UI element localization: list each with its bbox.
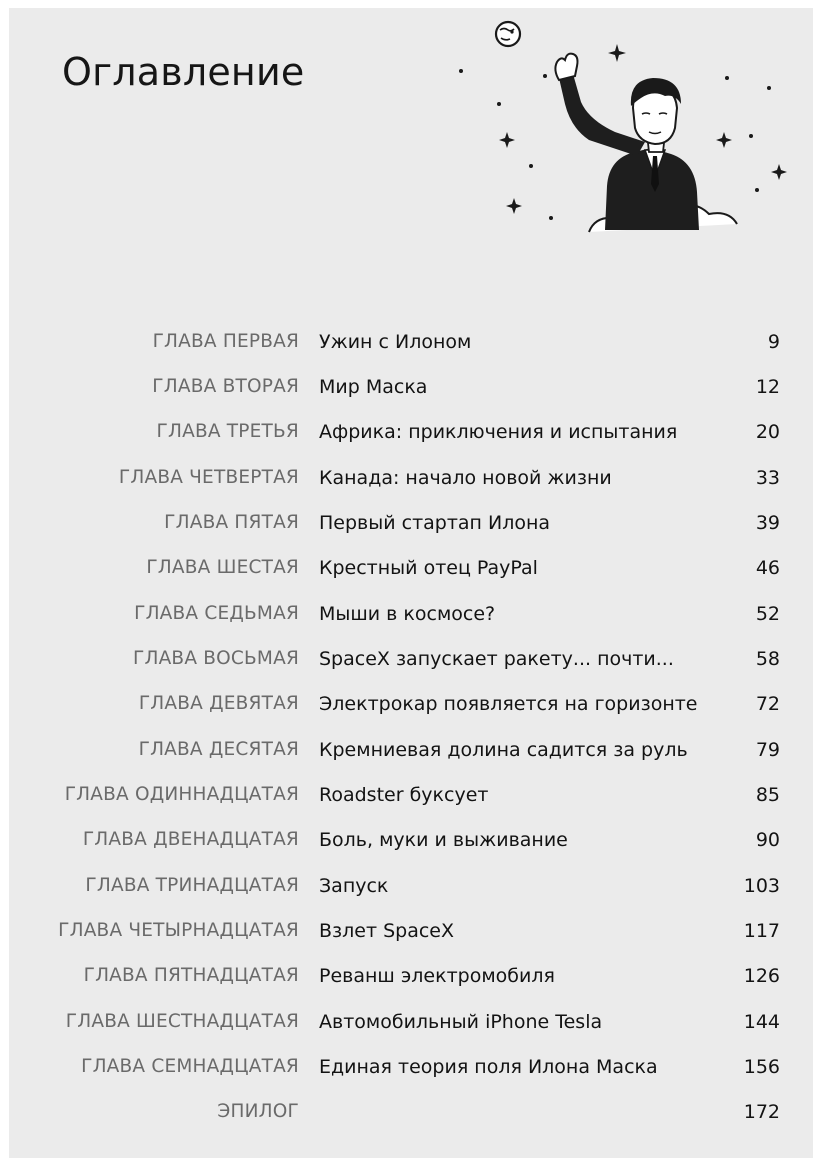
- chapter-page-number: 52: [755, 603, 780, 625]
- man-reaching-for-planet-illustration: [439, 8, 799, 236]
- chapter-page-number: 46: [755, 557, 780, 579]
- chapter-title: Мыши в космосе?: [319, 603, 496, 625]
- chapter-page-number: 172: [743, 1101, 780, 1123]
- toc-row: [9, 456, 813, 501]
- chapter-title: SpaceX запускает ракету... почти...: [319, 648, 674, 670]
- chapter-label: ГЛАВА ДВЕНАДЦАТАЯ: [82, 829, 299, 850]
- toc-row: [9, 909, 813, 954]
- chapter-title: Электрокар появляется на горизонте: [319, 693, 698, 715]
- chapter-title: Запуск: [319, 875, 389, 897]
- chapter-title: Ужин с Илоном: [319, 331, 472, 353]
- chapter-page-number: 85: [755, 784, 780, 806]
- chapter-page-number: 72: [755, 693, 780, 715]
- chapter-title: Канада: начало новой жизни: [319, 467, 612, 489]
- chapter-page-number: 20: [755, 421, 780, 443]
- chapter-label: ГЛАВА ПЯТНАДЦАТАЯ: [83, 965, 299, 986]
- toc-row: [9, 1000, 813, 1045]
- chapter-page-number: 126: [743, 965, 780, 987]
- chapter-label: ГЛАВА ЧЕТЫРНАДЦАТАЯ: [58, 920, 299, 941]
- chapter-page-number: 156: [743, 1056, 780, 1078]
- chapter-page-number: 39: [755, 512, 780, 534]
- page-title: Оглавление: [62, 50, 305, 94]
- chapter-title: Автомобильный iPhone Tesla: [319, 1011, 603, 1033]
- chapter-title: Первый стартап Илона: [319, 512, 551, 534]
- chapter-label: ГЛАВА ЧЕТВЕРТАЯ: [118, 467, 299, 488]
- toc-row: [9, 592, 813, 637]
- chapter-page-number: 79: [755, 739, 780, 761]
- chapter-title: Roadster буксует: [319, 784, 489, 806]
- chapter-title: Крестный отец PayPal: [319, 557, 538, 579]
- toc-row: [9, 1090, 813, 1135]
- chapter-title: Взлет SpaceX: [319, 920, 454, 942]
- chapter-title: Африка: приключения и испытания: [319, 421, 678, 443]
- chapter-page-number: 12: [755, 376, 780, 398]
- book-page: [9, 8, 813, 1158]
- chapter-label: ГЛАВА ВТОРАЯ: [152, 376, 299, 397]
- toc-row: [9, 501, 813, 546]
- chapter-label: ГЛАВА ОДИННАДЦАТАЯ: [64, 784, 299, 805]
- chapter-label: ГЛАВА ВОСЬМАЯ: [132, 648, 299, 669]
- toc-row: [9, 954, 813, 999]
- chapter-label: ГЛАВА ТРИНАДЦАТАЯ: [85, 875, 299, 896]
- toc-row: [9, 637, 813, 682]
- toc-row: [9, 320, 813, 365]
- chapter-label: ГЛАВА ДЕВЯТАЯ: [138, 693, 299, 714]
- chapter-page-number: 33: [755, 467, 780, 489]
- chapter-title: Мир Маска: [319, 376, 428, 398]
- toc-row: [9, 546, 813, 591]
- chapter-label: ГЛАВА СЕМНАДЦАТАЯ: [81, 1056, 299, 1077]
- planet-icon: [496, 22, 520, 46]
- chapter-title: Боль, муки и выживание: [319, 829, 568, 851]
- toc-row: [9, 773, 813, 818]
- man-figure-icon: [555, 54, 699, 230]
- chapter-page-number: 103: [743, 875, 780, 897]
- chapter-page-number: 58: [755, 648, 780, 670]
- chapter-page-number: 9: [767, 331, 780, 353]
- toc-row: [9, 1045, 813, 1090]
- chapter-title: Реванш электромобиля: [319, 965, 555, 987]
- chapter-label: ЭПИЛОГ: [217, 1101, 299, 1122]
- chapter-page-number: 117: [743, 920, 780, 942]
- toc-row: [9, 365, 813, 410]
- chapter-title: Кремниевая долина садится за руль: [319, 739, 688, 761]
- chapter-label: ГЛАВА ШЕСТНАДЦАТАЯ: [65, 1011, 299, 1032]
- toc-row: [9, 682, 813, 727]
- toc-row: [9, 728, 813, 773]
- toc-row: [9, 864, 813, 909]
- toc-row: [9, 818, 813, 863]
- chapter-label: ГЛАВА ПЕРВАЯ: [152, 331, 299, 352]
- chapter-label: ГЛАВА СЕДЬМАЯ: [134, 603, 299, 624]
- chapter-label: ГЛАВА ДЕСЯТАЯ: [138, 739, 299, 760]
- chapter-title: Единая теория поля Илона Маска: [319, 1056, 658, 1078]
- toc-row: [9, 410, 813, 455]
- chapter-page-number: 144: [743, 1011, 780, 1033]
- chapter-label: ГЛАВА ШЕСТАЯ: [146, 557, 299, 578]
- chapter-label: ГЛАВА ПЯТАЯ: [164, 512, 299, 533]
- chapter-label: ГЛАВА ТРЕТЬЯ: [156, 421, 299, 442]
- chapter-page-number: 90: [755, 829, 780, 851]
